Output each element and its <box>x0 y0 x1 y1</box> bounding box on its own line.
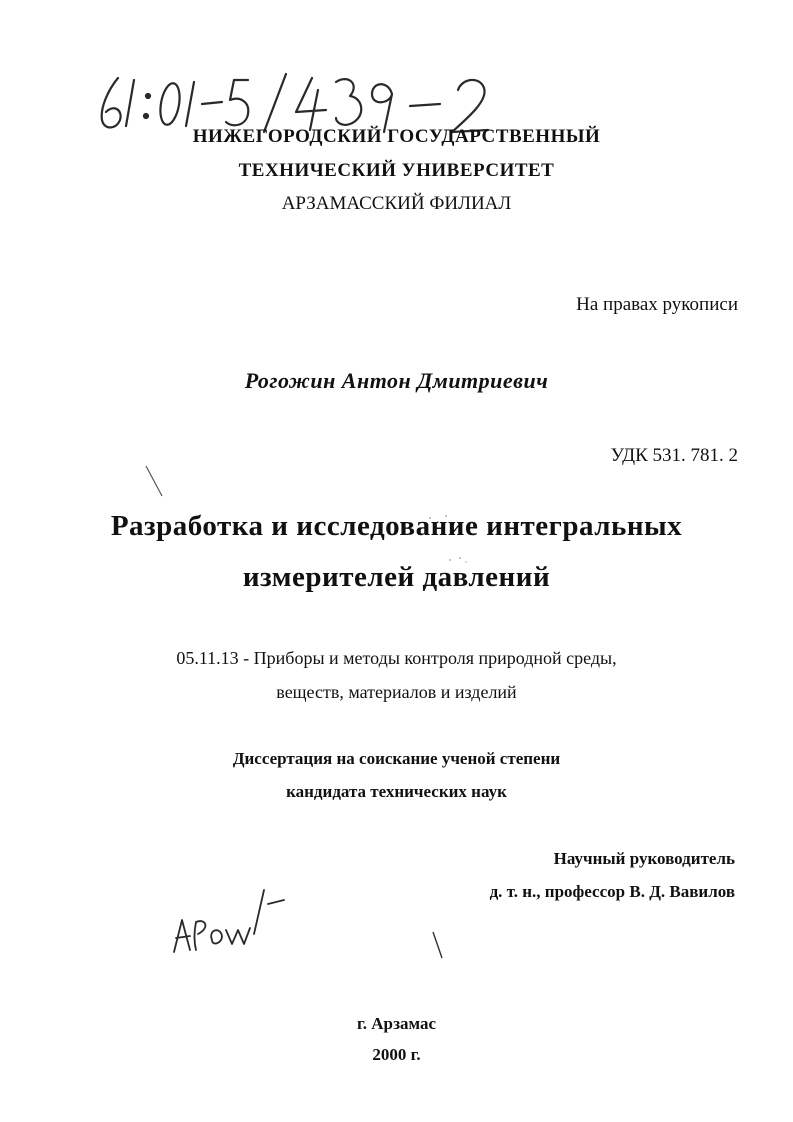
scan-mark <box>140 462 170 502</box>
year: 2000 г. <box>372 1045 421 1064</box>
rights-note: На правах рукописи <box>576 294 738 315</box>
place: г. Арзамас <box>356 1014 437 1033</box>
supervisor-label: Научный руководитель <box>553 849 735 868</box>
degree-line2: кандидата технических наук <box>286 782 507 801</box>
degree-line1: Диссертация на соискание ученой степени <box>232 749 561 768</box>
scan-mark <box>428 928 448 964</box>
supervisor-name: д. т. н., профессор В. Д. Вавилов <box>489 882 735 901</box>
signature <box>160 870 290 960</box>
specialty-line2: веществ, материалов и изделий <box>276 682 517 702</box>
udk-code: УДК 531. 781. 2 <box>610 445 738 466</box>
institution-line2: ТЕХНИЧЕСКИЙ УНИВЕРСИТЕТ <box>238 160 555 181</box>
institution-line1: НИЖЕГОРОДСКИЙ ГОСУДАРСТВЕННЫЙ <box>192 126 601 147</box>
dissertation-title-line1: Разработка и исследование интегральных <box>110 510 683 542</box>
dissertation-title-line2: измерителей давлений <box>242 561 551 593</box>
author-name: Рогожин Антон Дмитриевич <box>244 368 549 393</box>
institution-branch: АРЗАМАССКИЙ ФИЛИАЛ <box>281 193 512 214</box>
specialty-line1: 05.11.13 - Приборы и методы контроля природной среды, <box>176 648 617 668</box>
